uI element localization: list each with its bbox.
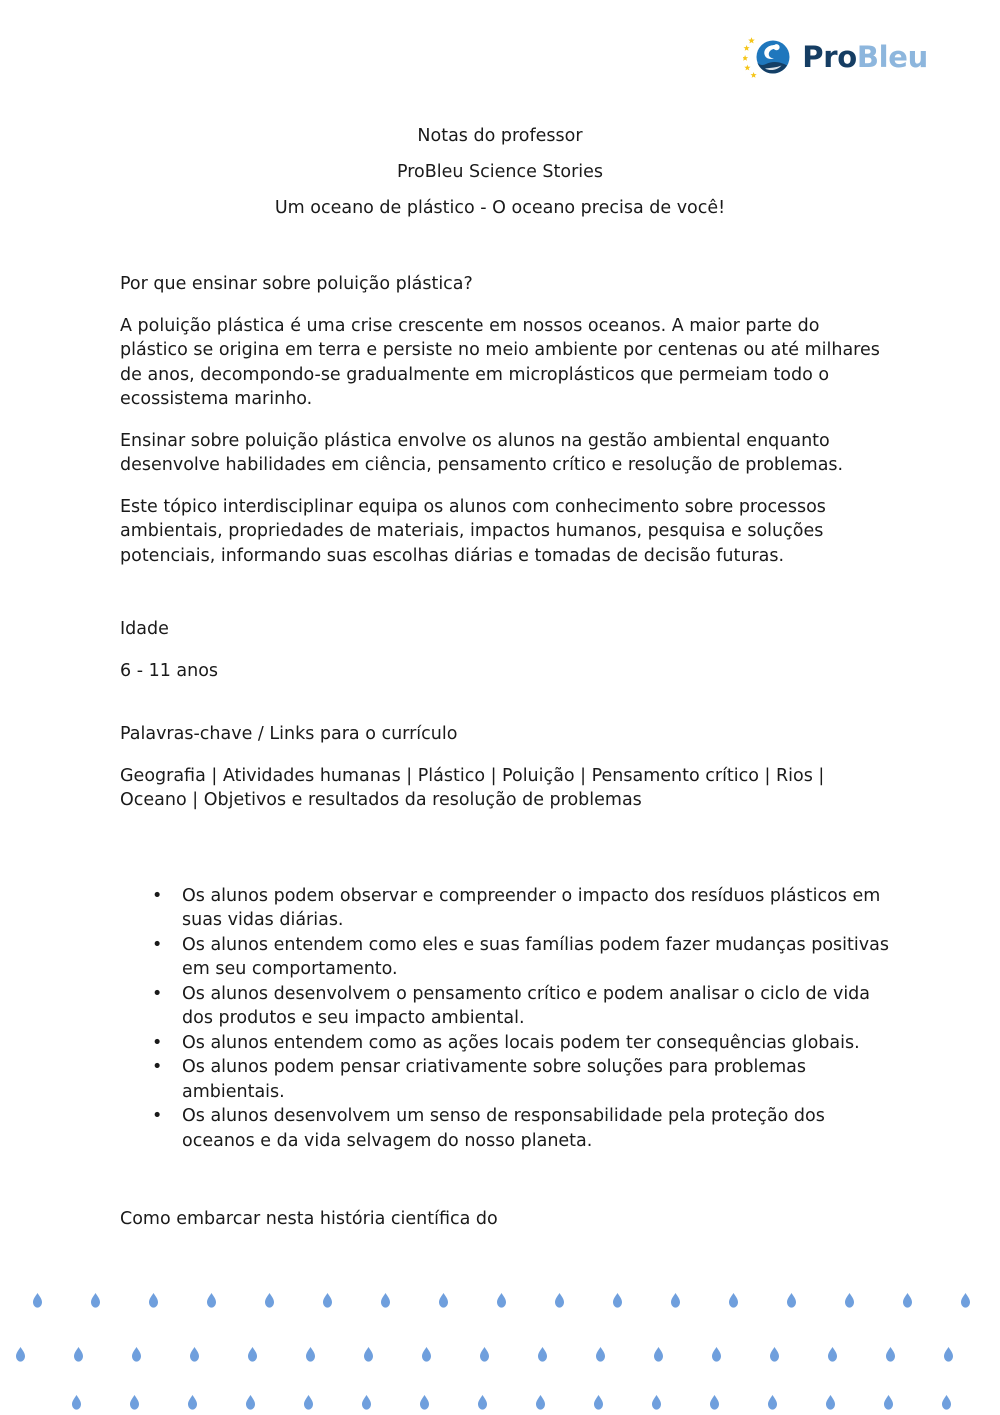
list-item-text: Os alunos entendem como eles e suas famílias podem fazer mudanças positivas em seu comportamento. [182,934,889,979]
keywords-heading: Palavras-chave / Links para o currículo [120,724,458,744]
water-droplet-icon [903,1293,912,1308]
why-teach-paragraph-2: Ensinar sobre poluição plástica envolve os alunos na gestão ambiental enquanto desenvolve habilidades em ciência, pensamento crítico e resolução de problemas. [120,430,844,475]
water-droplet-icon [654,1347,663,1362]
water-droplet-icon [884,1395,893,1410]
water-droplet-icon [91,1293,100,1308]
water-droplet-icon [72,1395,81,1410]
page-title-line-1: Notas do professor [417,126,583,146]
list-item-text: Os alunos desenvolvem o pensamento crítico e podem analisar o ciclo de vida dos produtos e seu impacto ambiental. [182,983,871,1028]
water-droplet-icon [248,1347,257,1362]
droplet-row [0,1395,1000,1415]
water-droplet-icon [323,1293,332,1308]
why-teach-paragraph-1: A poluição plástica é uma crise crescente em nossos oceanos. A maior parte do plástico se origina em terra e persiste no meio ambiente por centenas ou até milhares de anos, decompondo-se gradualmente em microplásticos que permeiam todo o ecossistema marinho. [120,315,880,409]
bullet-icon: • [152,934,163,955]
water-droplet-icon [942,1395,951,1410]
water-droplet-icon [149,1293,158,1308]
water-droplet-icon [246,1395,255,1410]
water-droplet-pattern [0,1265,1000,1415]
list-item-text: Os alunos podem observar e compreender o impacto dos resíduos plásticos em suas vidas diárias. [182,885,881,930]
list-item-text: Os alunos entendem como as ações locais podem ter consequências globais. [182,1032,860,1053]
water-droplet-icon [652,1395,661,1410]
water-droplet-icon [961,1293,970,1308]
water-droplet-icon [538,1347,547,1362]
section-spacer-how [120,1153,890,1185]
water-droplet-icon [768,1395,777,1410]
age-value: 6 - 11 anos [120,660,219,681]
list-item [152,982,890,1031]
page-title-line-2: ProBleu Science Stories [396,162,604,182]
section-spacer-outcomes-2 [120,862,890,884]
list-item [152,933,890,982]
list-item-text: Os alunos desenvolvem um senso de responsabilidade pela proteção dos oceanos e da vida selvagem do nosso planeta. [182,1106,825,1151]
learning-outcomes-list [120,884,890,1154]
water-droplet-icon [729,1293,738,1308]
water-droplet-icon [304,1395,313,1410]
water-droplet-icon [16,1347,25,1362]
water-droplet-icon [770,1347,779,1362]
water-droplet-icon [478,1395,487,1410]
water-droplet-icon [74,1347,83,1362]
age-heading: Idade [120,619,169,639]
list-item [152,1055,890,1104]
water-droplet-icon [188,1395,197,1410]
section-spacer-outcomes [120,830,890,862]
water-droplet-icon [130,1395,139,1410]
page-title-line-3: Um oceano de plástico - O oceano precisa de você! [274,198,726,218]
water-droplet-icon [594,1395,603,1410]
section-spacer-how-2 [120,1185,890,1207]
water-droplet-icon [306,1347,315,1362]
logo-text-bleu: Bleu [856,39,928,74]
water-droplet-icon [497,1293,506,1308]
water-droplet-icon [671,1293,680,1308]
water-droplet-icon [596,1347,605,1362]
water-droplet-icon [480,1347,489,1362]
bullet-icon: • [152,1106,163,1126]
list-item [152,1031,890,1056]
section-spacer-keywords [120,700,890,722]
water-droplet-icon [265,1293,274,1308]
bullet-icon: • [152,885,163,906]
bullet-icon: • [152,1032,163,1053]
list-item-text: Os alunos podem pensar criativamente sobre soluções para problemas ambientais. [182,1057,806,1102]
water-droplet-icon [422,1347,431,1362]
water-droplet-icon [828,1347,837,1362]
water-droplet-icon [439,1293,448,1308]
water-droplet-icon [886,1347,895,1362]
water-droplet-icon [613,1293,622,1308]
water-droplet-icon [381,1293,390,1308]
water-droplet-icon [190,1347,199,1362]
document-title-block [0,118,1000,226]
water-droplet-icon [555,1293,564,1308]
droplet-row [0,1293,1000,1313]
list-item [152,1104,890,1153]
water-droplet-icon [710,1395,719,1410]
droplet-row [0,1347,1000,1367]
water-droplet-icon [712,1347,721,1362]
bullet-icon: • [152,983,163,1004]
water-droplet-icon [536,1395,545,1410]
water-droplet-icon [207,1293,216,1308]
water-droplet-icon [362,1395,371,1410]
water-droplet-icon [845,1293,854,1308]
water-droplet-icon [826,1395,835,1410]
why-teach-paragraph-3: Este tópico interdisciplinar equipa os alunos com conhecimento sobre processos ambientais, propriedades de materiais, impactos humanos, pesquisa e soluções potenciais, informando suas escolhas diárias e tomadas de decisão futuras. [120,496,826,566]
how-to-embark-heading: Como embarcar nesta história científica do [120,1209,498,1229]
section-spacer-age [120,585,890,617]
water-droplet-icon [364,1347,373,1362]
water-droplet-icon [33,1293,42,1308]
keywords-value: Geografia | Atividades humanas | Plástico | Poluição | Pensamento crítico | Rios | Oceano | Objetivos e resultados da resolução de problemas [120,765,825,810]
bullet-icon: • [152,1057,163,1077]
water-droplet-icon [787,1293,796,1308]
water-droplet-icon [132,1347,141,1362]
document-content [0,272,1000,1232]
water-droplet-icon [420,1395,429,1410]
why-teach-heading: Por que ensinar sobre poluição plástica? [120,274,473,294]
list-item [152,884,890,933]
logo-text-pro: Pro [802,39,857,74]
water-droplet-icon [944,1347,953,1362]
